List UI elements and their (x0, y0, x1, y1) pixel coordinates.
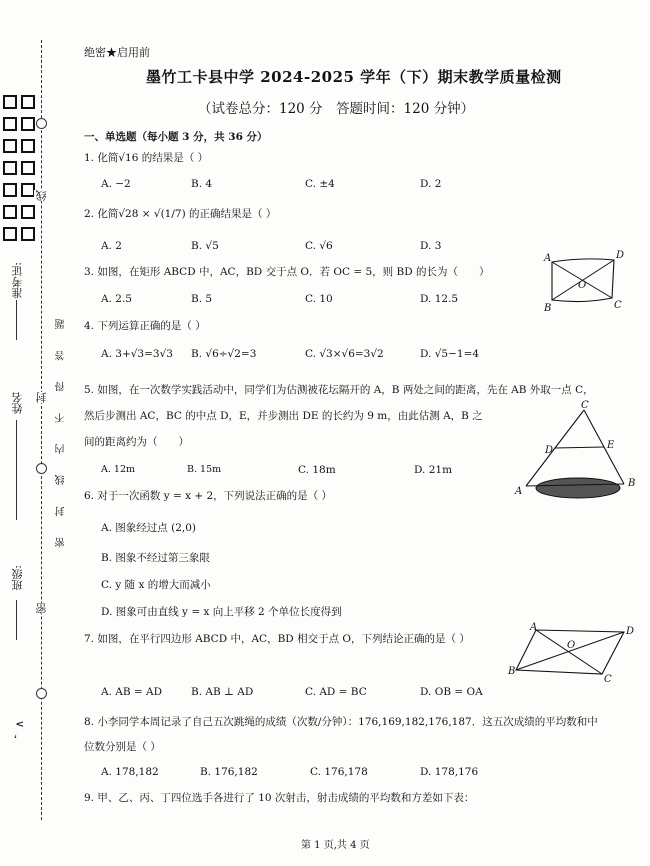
option: A. AB = AD (101, 686, 163, 698)
underline (16, 600, 17, 640)
page-footer: 第 1 页,共 4 页 (301, 840, 370, 851)
option: D. 3 (420, 240, 442, 252)
option: C. 176,178 (310, 766, 368, 778)
option: B. 15m (187, 464, 222, 475)
id-box (21, 227, 35, 241)
option: D. 12.5 (420, 293, 459, 305)
section-heading: 一、单选题（每小题 3 分，共 36 分） (84, 131, 268, 143)
fig-label: C (614, 300, 622, 311)
option: C. ±4 (305, 178, 335, 190)
question-8: 8. 小李同学本周记录了自己五次跳绳的成绩（次数/分钟）：176,169,182,176,187．这五次成绩的平均数和中 (84, 716, 598, 728)
seal-line (41, 40, 42, 820)
id-box (21, 161, 35, 175)
id-box (3, 161, 17, 175)
option: D. 178,176 (420, 766, 479, 778)
option: C. 10 (305, 293, 333, 305)
option: A. 2 (101, 240, 122, 252)
id-box (21, 205, 35, 219)
underline (16, 300, 17, 340)
question-8-line2: 位数分别是（ ） (84, 741, 161, 753)
seal-circle (36, 688, 47, 699)
question-5-line2: 然后步测出 AC，BC 的中点 D，E，并步测出 DE 的长约为 9 m，由此估测 A，B 之 (84, 410, 483, 422)
rectangle-figure (538, 248, 628, 316)
option: C. 18m (298, 464, 336, 476)
option: C. y 随 x 的增大而减小 (101, 579, 211, 591)
fig-label: O (578, 280, 587, 291)
id-box (3, 227, 17, 241)
label-xingming: 姓名 (11, 392, 24, 414)
option: B. AB ⊥ AD (191, 686, 254, 698)
label-feng: 封 (35, 392, 48, 403)
fig-label: B (628, 478, 636, 489)
option: B. √5 (191, 240, 219, 252)
id-box (3, 183, 17, 197)
option: A. 2.5 (101, 293, 132, 305)
fig-label: A (515, 486, 523, 497)
fig-label: A (530, 622, 538, 633)
fig-label: C (581, 400, 589, 411)
fig-label: D (616, 250, 625, 261)
fig-label: B (508, 666, 516, 677)
option: A. −2 (101, 178, 131, 190)
seal-warning: 密 封 线 内 不 得 答 题 (56, 310, 67, 548)
question-2: 2. 化简√28 × √(1/7) 的正确结果是（ ） (84, 208, 277, 220)
option: A. 12m (101, 464, 135, 475)
triangle-figure (512, 398, 640, 502)
label-xian: 线 (35, 190, 48, 201)
option: B. 4 (191, 178, 213, 190)
id-box (3, 95, 17, 109)
label-zhunkaozheng: 准考证: (11, 262, 24, 299)
fig-label: C (604, 674, 612, 685)
question-3: 3. 如图，在矩形 ABCD 中，AC，BD 交于点 O．若 OC = 5，则 BD 的长为（ ） (84, 266, 490, 278)
question-5: 5. 如图，在一次数学实践活动中，同学们为估测被花坛隔开的 A，B 两处之间的距离，先在 AB 外取一点 C， (84, 384, 594, 396)
option: A. 178,182 (101, 766, 159, 778)
option: A. 图象经过点 (2,0) (101, 522, 196, 534)
id-box (3, 139, 17, 153)
seal-circle (36, 463, 47, 474)
option: C. √3×√6=3√2 (305, 348, 384, 360)
option: D. √5−1=4 (420, 348, 480, 360)
secret-label: 绝密★启用前 (84, 46, 150, 59)
parallelogram-figure (506, 620, 636, 686)
underline (16, 420, 17, 520)
option: D. OB = OA (420, 686, 483, 698)
option: B. √6÷√2=3 (191, 348, 257, 360)
page-title: 墨竹工卡县中学 2024-2025 学年（下）期末教学质量检测 (146, 68, 562, 86)
label-banji: 班级: (11, 565, 24, 591)
fig-label: D (545, 445, 554, 456)
option: D. 图象可由直线 y = x 向上平移 2 个单位长度得到 (101, 606, 342, 618)
id-box (3, 117, 17, 131)
question-9: 9. 甲、乙、丙、丁四位选手各进行了 10 次射击，射击成绩的平均数和方差如下表： (84, 792, 475, 804)
mark: ，∧ (13, 720, 26, 740)
option: B. 图象不经过第三象限 (101, 552, 210, 564)
option: D. 2 (420, 178, 442, 190)
option: B. 5 (191, 293, 213, 305)
question-4: 4. 下列运算正确的是（ ） (84, 320, 206, 332)
id-box (21, 183, 35, 197)
question-1: 1. 化简√16 的结果是（ ） (84, 152, 209, 164)
question-5-line3: 间的距离约为（ ） (84, 436, 189, 448)
option: C. AD = BC (305, 686, 367, 698)
option: B. 176,182 (200, 766, 258, 778)
binding-margin (0, 0, 70, 866)
question-6: 6. 对于一次函数 y = x + 2，下列说法正确的是（ ） (84, 490, 333, 502)
fig-label: O (567, 640, 576, 651)
id-box (3, 205, 17, 219)
fig-label: A (544, 253, 552, 264)
id-box (21, 117, 35, 131)
option: A. 3+√3=3√3 (101, 348, 173, 360)
id-box (21, 139, 35, 153)
option: D. 21m (414, 464, 453, 476)
option: C. √6 (305, 240, 333, 252)
question-7: 7. 如图，在平行四边形 ABCD 中，AC，BD 相交于点 O，下列结论正确的是（ ） (84, 633, 470, 645)
id-box (21, 95, 35, 109)
fig-label: B (544, 303, 552, 314)
seal-circle (36, 118, 47, 129)
fig-label: E (607, 440, 615, 451)
page-subtitle: （试卷总分：120 分 答题时间：120 分钟） (198, 101, 475, 117)
fig-label: D (626, 626, 635, 637)
label-mi: 密 (35, 603, 48, 614)
